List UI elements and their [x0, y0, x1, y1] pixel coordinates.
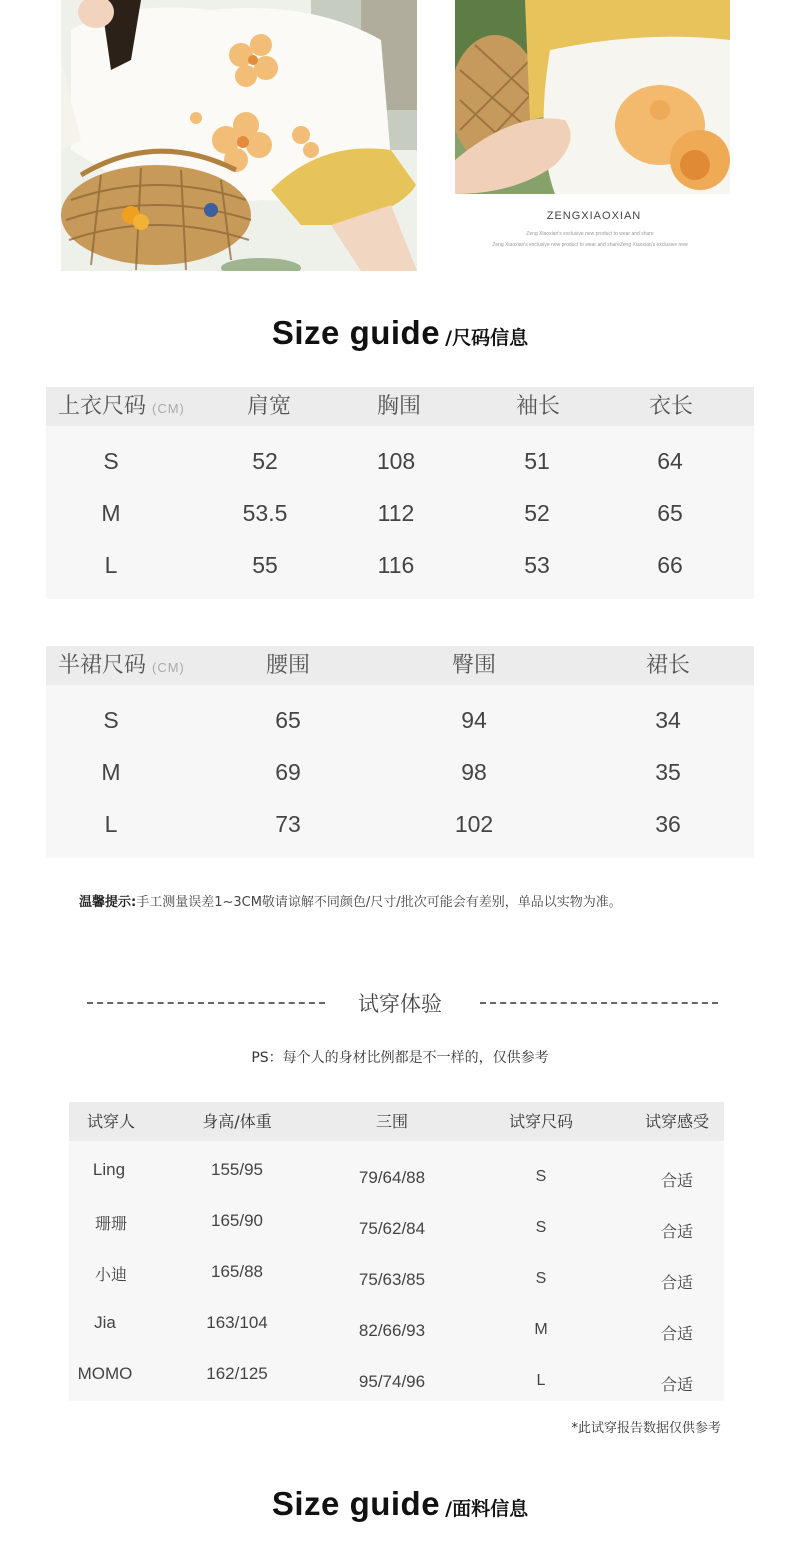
value-cell: 52	[524, 500, 550, 526]
table-row	[69, 1250, 724, 1301]
height-weight: 163/104	[206, 1313, 268, 1332]
height-weight: 165/90	[211, 1211, 263, 1230]
table-row	[46, 746, 754, 798]
size-cell: L	[104, 811, 118, 837]
value-cell: 108	[376, 448, 416, 474]
tester-name: 珊珊	[94, 1214, 128, 1233]
table-row	[69, 1301, 724, 1352]
value-cell: 51	[524, 448, 550, 474]
size-guide-subtitle: /尺码信息	[445, 327, 529, 349]
unit-label: (CM)	[152, 401, 185, 416]
column-header: 试穿感受	[644, 1112, 710, 1131]
notice-label: 温馨提示:	[79, 895, 137, 910]
measurements: 82/66/93	[358, 1321, 426, 1340]
table-row	[69, 1148, 724, 1199]
size-guide-title: Size guide	[271, 1485, 441, 1522]
size-cell: S	[103, 448, 119, 474]
table-row	[46, 435, 754, 487]
size-guide-heading	[0, 314, 800, 352]
size-cell: M	[101, 500, 121, 526]
tester-name: Jia	[94, 1313, 116, 1332]
column-header: 衣长	[648, 394, 694, 419]
fit-feel: 合适	[660, 1375, 694, 1394]
value-cell: 36	[655, 811, 681, 837]
brand-tagline-repeat: Zeng Xiaoxian's exclusive new product to wear and shareZeng Xiaoxian's exclusive new	[492, 242, 688, 248]
value-cell: 66	[657, 552, 683, 578]
table-header	[46, 646, 754, 685]
table-row	[46, 798, 754, 850]
size-cell: M	[101, 759, 121, 785]
tried-size: L	[536, 1372, 546, 1389]
fit-feel: 合适	[660, 1222, 694, 1241]
tryon-ps-note: PS：每个人的身材比例都是不一样的，仅供参考	[251, 1050, 549, 1066]
value-cell: 52	[252, 448, 278, 474]
column-header: 身高/体重	[202, 1112, 272, 1131]
column-header: 三围	[375, 1112, 409, 1131]
size-cell: L	[104, 552, 118, 578]
fit-feel: 合适	[660, 1324, 694, 1343]
fit-feel: 合适	[660, 1273, 694, 1292]
height-weight: 155/95	[211, 1160, 263, 1179]
value-cell: 34	[655, 707, 681, 733]
fabric-info-heading	[0, 1485, 800, 1523]
tryon-table	[69, 1102, 724, 1401]
column-header: 试穿人	[86, 1112, 136, 1131]
tester-name: MOMO	[77, 1364, 133, 1383]
brand-name: ZENGXIAOXIAN	[546, 210, 642, 222]
model-photo-illustration	[61, 0, 417, 271]
measurement-notice	[79, 891, 622, 910]
value-cell: 53	[524, 552, 550, 578]
value-cell: 73	[275, 811, 301, 837]
column-header: 袖长	[515, 394, 561, 419]
value-cell: 65	[657, 500, 683, 526]
table-header	[69, 1102, 724, 1141]
measurements: 75/62/84	[358, 1219, 426, 1238]
column-header: 裙长	[645, 653, 691, 678]
divider-right	[480, 1002, 718, 1004]
tried-size: S	[535, 1270, 547, 1287]
tester-name: 小迪	[94, 1265, 128, 1284]
fit-feel: 合适	[660, 1171, 694, 1190]
product-photo-model	[61, 0, 417, 271]
skirt-size-table	[46, 646, 754, 858]
value-cell: 55	[252, 552, 278, 578]
height-weight: 162/125	[206, 1364, 268, 1383]
tried-size: S	[535, 1168, 547, 1185]
column-header-size: 半裙尺码	[58, 653, 147, 678]
column-header: 肩宽	[246, 394, 292, 419]
column-header: 臀围	[451, 653, 497, 678]
tried-size: M	[534, 1321, 548, 1338]
value-cell: 112	[377, 500, 415, 526]
value-cell: 102	[454, 811, 494, 837]
table-row	[46, 694, 754, 746]
column-header: 腰围	[265, 653, 311, 678]
size-guide-title: Size guide	[271, 314, 441, 351]
value-cell: 64	[657, 448, 683, 474]
value-cell: 116	[377, 552, 415, 578]
tryon-report-note: *此试穿报告数据仅供参考	[571, 1421, 721, 1436]
column-header-size: 上衣尺码	[58, 394, 147, 419]
measurements: 95/74/96	[358, 1372, 426, 1391]
tester-name: Ling	[92, 1160, 126, 1179]
detail-photo-illustration	[455, 0, 730, 194]
top-size-table	[46, 387, 754, 599]
notice-text: 手工测量误差1~3CM敬请谅解不同颜色/尺寸/批次可能会有差别，单品以实物为准。	[136, 895, 622, 910]
tried-size: S	[535, 1219, 547, 1236]
value-cell: 94	[461, 707, 487, 733]
brand-tagline: Zeng Xiaoxian's exclusive new product to wear and share	[526, 231, 654, 237]
value-cell: 65	[275, 707, 301, 733]
measurements: 75/63/85	[358, 1270, 426, 1289]
value-cell: 98	[461, 759, 487, 785]
table-row	[46, 539, 754, 591]
height-weight: 165/88	[211, 1262, 263, 1281]
unit-label: (CM)	[152, 660, 185, 675]
measurements: 79/64/88	[358, 1168, 426, 1187]
size-cell: S	[103, 707, 119, 733]
table-row	[69, 1199, 724, 1250]
table-row	[46, 487, 754, 539]
fabric-info-subtitle: /面料信息	[445, 1498, 529, 1520]
tryon-title: 试穿体验	[358, 992, 442, 1016]
table-header	[46, 387, 754, 426]
table-row	[69, 1352, 724, 1403]
column-header: 胸围	[376, 394, 422, 419]
column-header: 试穿尺码	[508, 1112, 574, 1131]
value-cell: 69	[275, 759, 301, 785]
value-cell: 35	[655, 759, 681, 785]
product-photo-detail	[455, 0, 730, 194]
value-cell: 53.5	[242, 500, 288, 526]
